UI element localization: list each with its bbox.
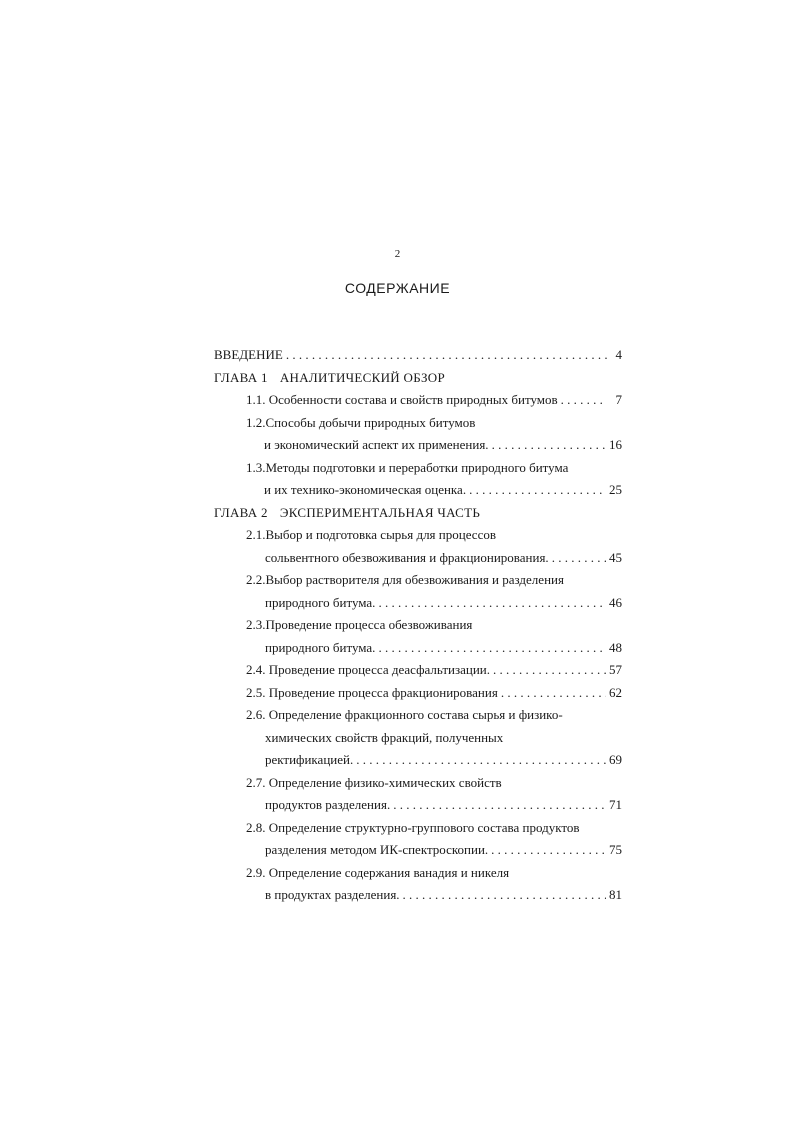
toc-leader-dots <box>403 884 606 907</box>
toc-entry-line <box>214 704 622 727</box>
toc-entry-text: 1.2.Способы добычи природных битумов <box>246 414 476 430</box>
toc-leader-dots <box>493 659 606 682</box>
toc-leader-dots <box>491 839 606 862</box>
toc-entry-line <box>214 614 622 637</box>
toc-leader-dots <box>286 344 607 367</box>
toc-page-number: 57 <box>609 662 622 677</box>
toc-page-number: 16 <box>609 437 622 452</box>
toc-entry-text: ректификацией. <box>265 752 354 767</box>
toc-leader-dots <box>552 547 606 570</box>
toc-entry-text: природного битума. <box>265 639 376 655</box>
toc-entry-line <box>214 772 622 795</box>
toc-entry-text: и их технико-экономическая оценка. <box>264 482 467 497</box>
toc-entry-text: разделения методом ИК-спектроскопии. <box>265 842 489 857</box>
toc-page-number: 45 <box>609 549 622 565</box>
toc-entry <box>214 344 622 367</box>
toc-leader-dots <box>356 749 606 772</box>
toc-entry-text: и экономический аспект их применения. <box>264 437 489 452</box>
toc-leader-dots <box>393 794 606 817</box>
toc-entry-text: природного битума. <box>265 594 376 610</box>
toc-leader-dots <box>561 389 607 412</box>
toc-entry <box>214 794 622 817</box>
toc-entry-text: продуктов разделения. <box>265 797 391 812</box>
toc-entry-text: 2.4. Проведение процесса деасфальтизации. <box>246 662 490 677</box>
toc-chapter-title: ЭКСПЕРИМЕНТАЛЬНАЯ ЧАСТЬ <box>279 504 481 520</box>
toc-entry <box>214 592 622 615</box>
toc-entry-text: сольвентного обезвоживания и фракционирования. <box>265 549 549 565</box>
page-title: СОДЕРЖАНИЕ <box>344 280 451 296</box>
toc-entry <box>214 547 622 570</box>
toc-entry <box>214 682 622 705</box>
toc-chapter-title: АНАЛИТИЧЕСКИЙ ОБЗОР <box>279 369 445 385</box>
toc-entry-text: 2.2.Выбор растворителя для обезвоживания и разделения <box>246 572 564 587</box>
toc-chapter-number: ГЛАВА 2 <box>214 504 268 520</box>
toc-entry <box>214 839 622 862</box>
toc-entry <box>214 884 622 907</box>
toc-entry-line <box>214 862 622 885</box>
toc-chapter-heading <box>214 367 622 390</box>
toc-leader-dots <box>492 434 606 457</box>
toc-entry-text: ВВЕДЕНИЕ <box>214 347 283 362</box>
toc-entry-line <box>214 457 622 480</box>
toc-entry-line <box>214 727 622 750</box>
toc-page-number: 62 <box>609 684 622 700</box>
toc-chapter-number: ГЛАВА 1 <box>214 369 268 385</box>
table-of-contents <box>214 344 622 907</box>
toc-page-number: 75 <box>609 842 622 857</box>
toc-entry-line <box>214 569 622 592</box>
toc-page-number: 71 <box>609 797 622 812</box>
toc-entry <box>214 637 622 660</box>
toc-entry <box>214 389 622 412</box>
toc-entry-text: 2.5. Проведение процесса фракционирования <box>246 684 498 700</box>
toc-entry <box>214 749 622 772</box>
toc-page-number: 69 <box>609 752 622 767</box>
toc-page-number: 4 <box>615 347 622 362</box>
toc-entry-line <box>214 412 622 435</box>
toc-entry-line <box>214 524 622 547</box>
toc-page-number: 81 <box>609 887 622 902</box>
toc-page-number: 25 <box>609 482 622 497</box>
toc-entry-text: 1.3.Методы подготовки и переработки природного битума <box>246 459 569 475</box>
toc-page-number: 7 <box>615 392 622 407</box>
toc-chapter-heading <box>214 502 622 525</box>
toc-leader-dots <box>469 479 606 502</box>
toc-entry <box>214 479 622 502</box>
toc-entry-text: 2.1.Выбор и подготовка сырья для процессов <box>246 527 496 542</box>
toc-page-number: 48 <box>609 639 622 655</box>
toc-entry <box>214 434 622 457</box>
toc-entry <box>214 659 622 682</box>
toc-entry-text: 2.6. Определение фракционного состава сырья и физико- <box>246 707 563 722</box>
toc-entry-text: химических свойств фракций, полученных <box>265 729 504 745</box>
toc-entry-text: 2.9. Определение содержания ванадия и никеля <box>246 864 510 880</box>
toc-entry-text: 2.8. Определение структурно-группового состава продуктов <box>246 819 580 835</box>
toc-leader-dots <box>501 682 606 705</box>
toc-entry-text: 2.3.Проведение процесса обезвоживания <box>246 617 473 632</box>
toc-entry-line <box>214 817 622 840</box>
toc-entry-text: 1.1. Особенности состава и свойств природных битумов <box>246 392 558 407</box>
toc-entry-text: 2.7. Определение физико-химических свойств <box>246 774 502 790</box>
toc-page-number: 46 <box>609 594 622 610</box>
page-number: 2 <box>394 248 401 260</box>
toc-leader-dots <box>378 592 606 615</box>
toc-entry-text: в продуктах разделения. <box>265 887 400 902</box>
toc-leader-dots <box>378 637 606 660</box>
